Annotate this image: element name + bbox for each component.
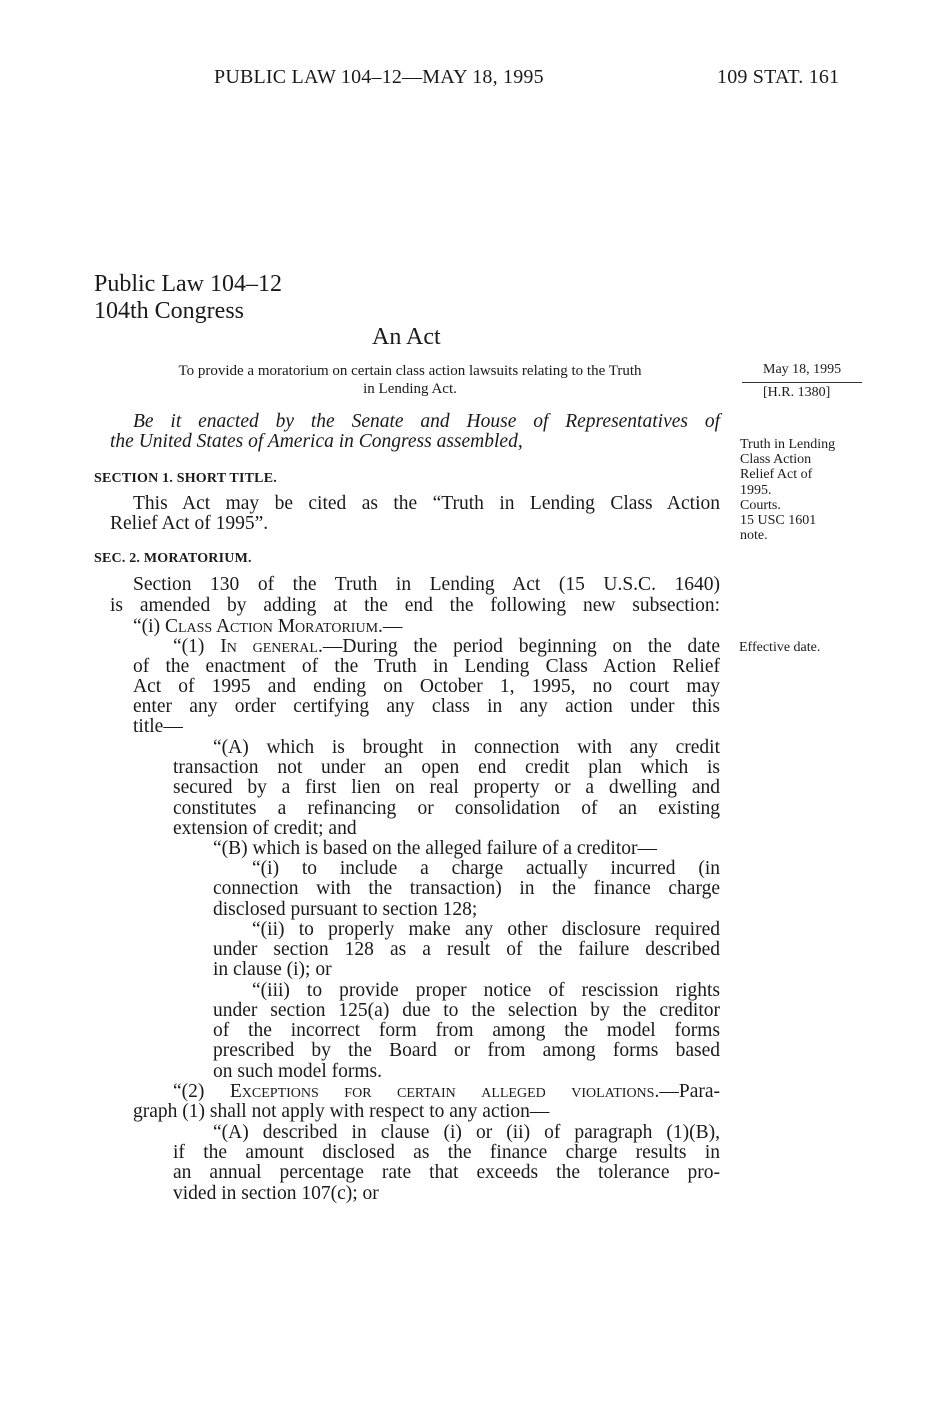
purpose-line: To provide a moratorium on certain class action lawsuits relating to the Truth xyxy=(178,363,642,379)
subparagraph-a-line: “(A) which is brought in connection with any credit xyxy=(213,737,720,758)
text-run: Class Action Moratorium xyxy=(164,616,379,637)
section-1-text: This Act may be cited as the “Truth in Lending Class Action xyxy=(133,493,720,514)
effective-date-note: Effective date. xyxy=(739,640,821,655)
section-1-heading: SECTION 1. SHORT TITLE. xyxy=(94,471,277,486)
courts-note: Courts. xyxy=(740,497,781,513)
usc-note: 15 USC 1601 xyxy=(740,513,817,529)
text-run: “(i) xyxy=(133,616,165,637)
text-run: .—Para- xyxy=(654,1081,720,1102)
bill-number: [H.R. 1380] xyxy=(763,385,831,400)
clause-ii-line: “(ii) to properly make any other disclosure required xyxy=(252,919,720,940)
public-law-number: Public Law 104–12 xyxy=(94,271,282,297)
congress-number: 104th Congress xyxy=(94,298,244,324)
clause-iii-line: prescribed by the Board or from among forms based xyxy=(213,1040,720,1061)
text-run: In general xyxy=(220,636,318,657)
purpose-line: in Lending Act. xyxy=(363,381,457,397)
short-title-note xyxy=(740,437,880,543)
paragraph-1-line: Act of 1995 and ending on October 1, 1995, no court may xyxy=(133,676,720,697)
clause-ii-line: under section 128 as a result of the failure described xyxy=(213,939,720,960)
subparagraph-a-line: secured by a first lien on real property or a dwelling and xyxy=(173,777,720,798)
paragraph-1-line xyxy=(173,637,720,657)
enacting-clause-line: the United States of America in Congress assembled, xyxy=(110,431,523,452)
subparagraph-a-line: constitutes a refinancing or consolidation of an existing xyxy=(173,798,720,819)
subparagraph-a-line: extension of credit; and xyxy=(173,818,357,839)
text-run: Exceptions for certain alleged violations xyxy=(229,1081,655,1102)
enacting-clause-line: Be it enacted by the Senate and House of Representatives of xyxy=(133,411,720,432)
clause-i-line: connection with the transaction) in the finance charge xyxy=(213,878,720,899)
note-line: Relief Act of xyxy=(740,467,813,483)
paragraph-2a-line: “(A) described in clause (i) or (ii) of paragraph (1)(B), xyxy=(213,1122,720,1143)
note-line: Class Action xyxy=(740,452,812,468)
paragraph-2-line: graph (1) shall not apply with respect to any action— xyxy=(133,1101,550,1122)
clause-iii-line: of the incorrect form from among the model forms xyxy=(213,1020,720,1041)
clause-iii-line: on such model forms. xyxy=(213,1061,382,1082)
sidenote-rule xyxy=(742,382,862,383)
note-line: 1995. xyxy=(740,482,772,498)
purpose-text xyxy=(110,362,710,398)
running-header-left: PUBLIC LAW 104–12—MAY 18, 1995 xyxy=(214,66,544,88)
clause-ii-line: in clause (i); or xyxy=(213,959,332,980)
section-2-heading: SEC. 2. MORATORIUM. xyxy=(94,551,252,566)
paragraph-1-line: of the enactment of the Truth in Lending Class Action Relief xyxy=(133,656,720,677)
section-1-text: Relief Act of 1995”. xyxy=(110,513,269,534)
text-run: “(1) xyxy=(173,636,221,657)
clause-iii-line: “(iii) to provide proper notice of rescission rights xyxy=(252,980,720,1001)
paragraph-2-line xyxy=(173,1082,720,1102)
note-note: note. xyxy=(740,528,768,544)
section-2-text: Section 130 of the Truth in Lending Act (15 U.S.C. 1640) xyxy=(133,574,720,595)
running-header-page: 109 STAT. 161 xyxy=(717,66,840,88)
paragraph-2a-line: if the amount disclosed as the finance charge results in xyxy=(173,1142,720,1163)
section-2-text: is amended by adding at the end the following new subsection: xyxy=(110,595,720,616)
subparagraph-b-line: “(B) which is based on the alleged failure of a creditor— xyxy=(213,838,657,859)
paragraph-2a-line: an annual percentage rate that exceeds the tolerance pro- xyxy=(173,1162,720,1183)
paragraph-2a-line: vided in section 107(c); or xyxy=(173,1183,379,1204)
text-run: .—During the period beginning on the date xyxy=(317,636,720,657)
clause-i-line: “(i) to include a charge actually incurred (in xyxy=(252,858,720,879)
subparagraph-a-line: transaction not under an open end credit plan which is xyxy=(173,757,720,778)
approval-date: May 18, 1995 xyxy=(763,362,842,377)
note-line: Truth in Lending xyxy=(740,437,836,452)
text-run: .— xyxy=(378,616,403,637)
paragraph-1-line: title— xyxy=(133,716,183,737)
act-title: An Act xyxy=(372,324,441,350)
paragraph-1-line: enter any order certifying any class in any action under this xyxy=(133,696,720,717)
subsection-i-heading xyxy=(133,617,402,637)
clause-i-line: disclosed pursuant to section 128; xyxy=(213,899,478,920)
clause-iii-line: under section 125(a) due to the selection by the creditor xyxy=(213,1000,720,1021)
text-run: “(2) xyxy=(173,1081,230,1102)
